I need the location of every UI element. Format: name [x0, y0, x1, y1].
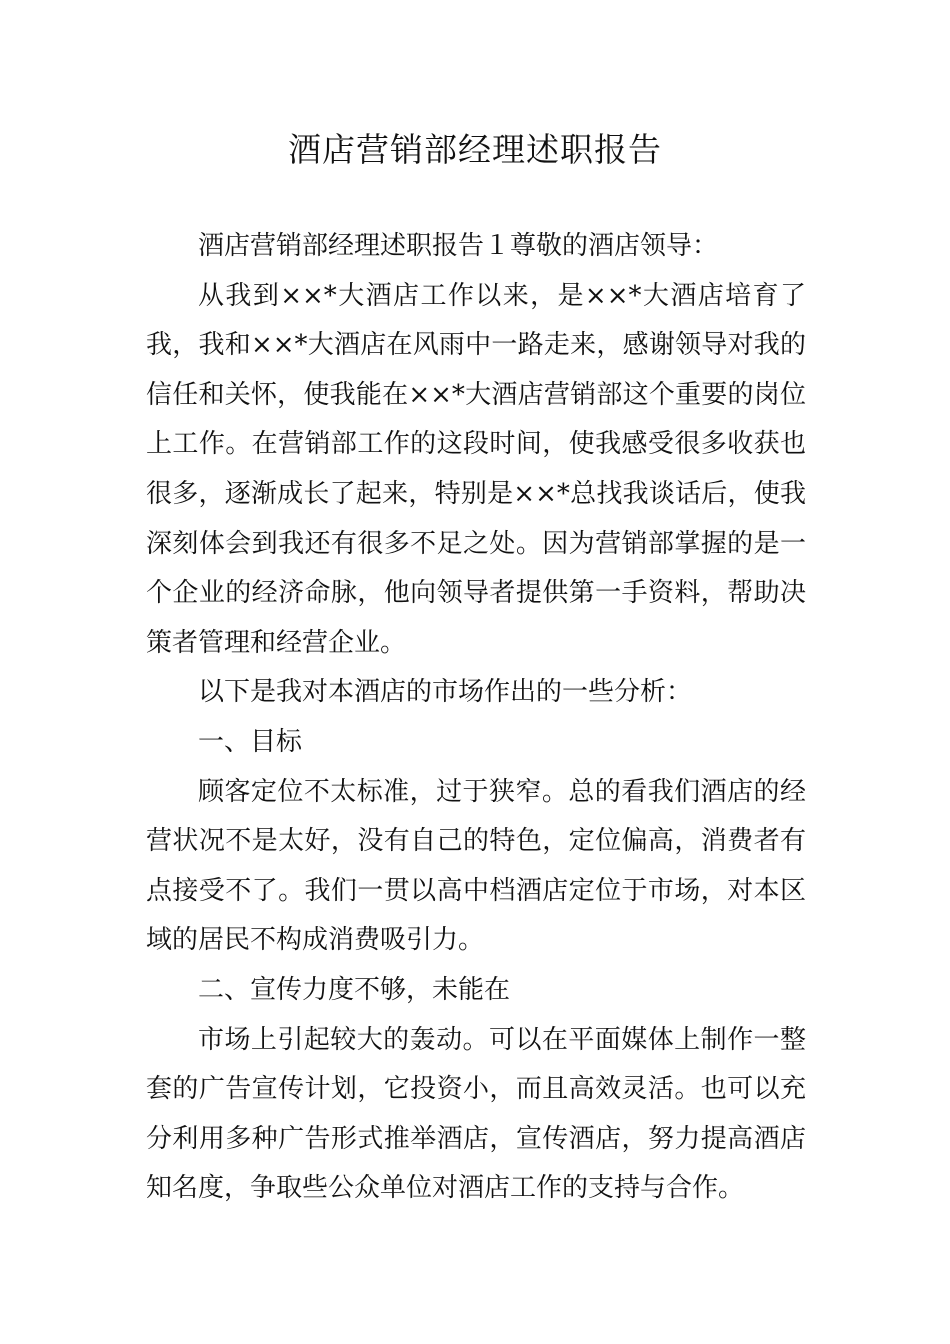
paragraph-analysis-intro: 以下是我对本酒店的市场作出的一些分析：: [198, 677, 693, 708]
document-title: 酒店营销部经理述职报告: [288, 130, 662, 169]
paragraph-promotion: 市场上引起较大的轰动。可以在平面媒体上制作一整套的广告宣传计划，它投资小，而且高效灵活。也可以充分利用多种广告形式推举酒店，宣传酒店，努力提高酒店知名度，争取些公众单位对酒店工作的支持与合作。: [146, 1024, 806, 1204]
section-heading-target: 一、目标: [198, 726, 303, 757]
paragraph-introduction: 从我到××*大酒店工作以来，是××*大酒店培育了我，我和××*大酒店在风雨中一路走来，感谢领导对我的信任和关怀，使我能在××*大酒店营销部这个重要的岗位上工作。在营销部工作的这段时间，使我感受很多收获也很多，逐渐成长了起来，特别是××*总找我谈话后，使我深刻体会到我还有很多不足之处。因为营销部掌握的是一个企业的经济命脉，他向领导者提供第一手资料，帮助决策者管理和经营企业。: [146, 280, 806, 658]
paragraph-target: 顾客定位不太标准，过于狭窄。总的看我们酒店的经营状况不是太好，没有自己的特色，定位偏高，消费者有点接受不了。我们一贯以高中档酒店定位于市场，对本区域的居民不构成消费吸引力。: [146, 776, 806, 956]
document-body: [146, 222, 806, 1214]
section-heading-promotion: 二、宣传力度不够，未能在: [198, 974, 511, 1005]
paragraph-greeting: 酒店营销部经理述职报告１尊敬的酒店领导：: [198, 231, 719, 261]
